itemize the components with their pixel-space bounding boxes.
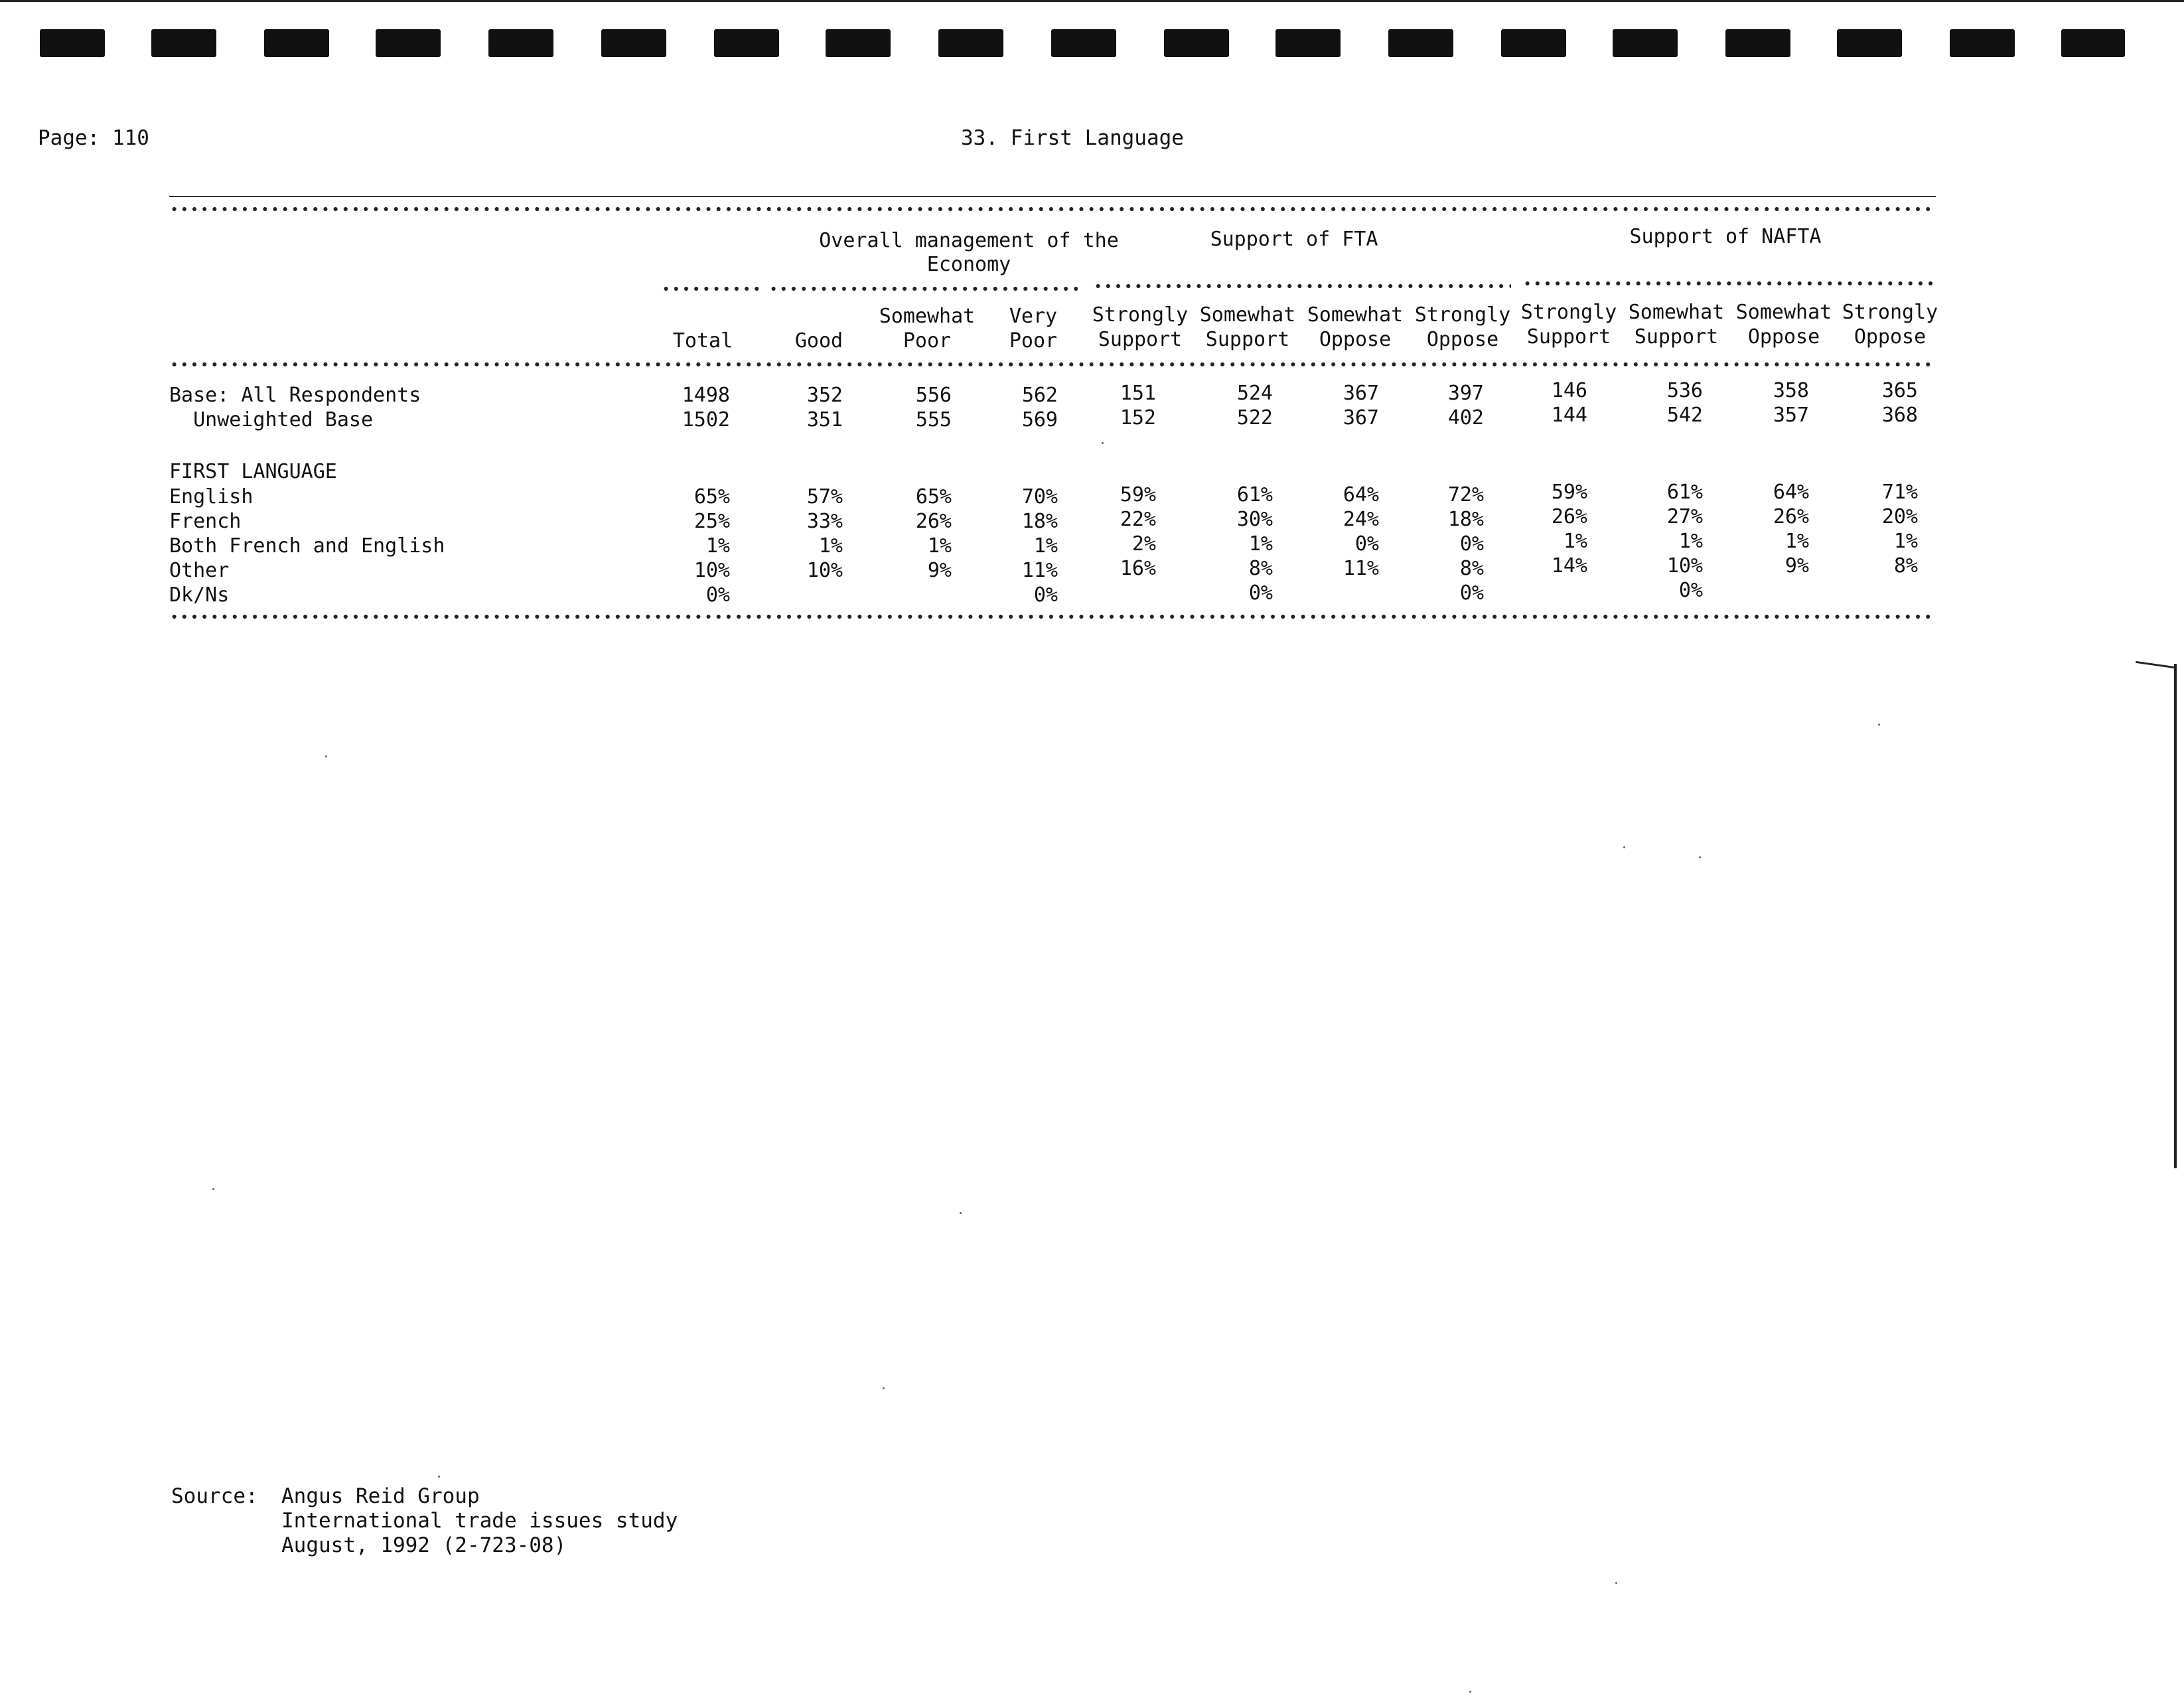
language-row-cell: 10%: [806, 559, 843, 582]
language-row-cell: 1%: [1248, 532, 1273, 556]
column-header-bottom: Support: [1098, 328, 1183, 351]
column-header-top: Somewhat: [1628, 301, 1725, 324]
language-row-cell: 0%: [1248, 581, 1273, 605]
column-header-top: Somewhat: [1307, 303, 1404, 327]
language-row-cell: 61%: [1236, 483, 1273, 506]
perforation-hole: [376, 29, 441, 57]
margin-tick: [2136, 661, 2175, 668]
table-bottom-dotted-rule: [169, 612, 1936, 621]
page-number: Page: 110: [38, 126, 149, 150]
header-underline-fta: [1093, 281, 1511, 291]
base-row-label: Base: All Respondents: [169, 384, 421, 407]
language-row-cell: 59%: [1120, 483, 1156, 506]
header-underline-total: [661, 284, 759, 293]
language-row-cell: 26%: [1773, 505, 1809, 528]
scan-speck: [1615, 1582, 1617, 1584]
column-header-top: Strongly: [1520, 301, 1617, 324]
scan-speck: [1469, 1691, 1471, 1693]
perforation-hole: [1051, 29, 1116, 57]
column-header-bottom: Support: [1526, 325, 1611, 348]
perforation-hole: [826, 29, 891, 57]
language-row-cell: 71%: [1881, 481, 1918, 504]
group-header-economy: Overall management of the Economy: [819, 229, 1119, 276]
language-row-label: Other: [169, 559, 230, 582]
language-row-cell: 0%: [1459, 532, 1484, 556]
language-row-cell: 64%: [1773, 481, 1809, 504]
language-row-cell: 64%: [1343, 483, 1379, 506]
base-row-cell: 536: [1666, 379, 1703, 402]
column-header-bottom: Poor: [1009, 329, 1058, 352]
language-row-cell: 30%: [1236, 508, 1273, 531]
base-row-cell: 1498: [682, 384, 730, 407]
perforation-hole: [40, 29, 105, 57]
perforation-hole: [1950, 29, 2015, 57]
column-header-bottom: Oppose: [1319, 328, 1392, 351]
unweighted-base-row-cell: 368: [1881, 404, 1918, 427]
language-row-cell: 70%: [1021, 485, 1058, 508]
unweighted-base-row-cell: 542: [1666, 404, 1703, 427]
source-label: Source:: [171, 1484, 258, 1508]
language-row-cell: 9%: [1784, 554, 1809, 578]
scan-speck: [1102, 442, 1104, 444]
column-header-top: Very: [1009, 305, 1058, 328]
column-header-top: Strongly: [1414, 303, 1511, 327]
language-row-cell: 20%: [1881, 505, 1918, 528]
right-edge-mark: [2174, 664, 2177, 1168]
language-row-label: Both French and English: [169, 534, 445, 558]
base-row-cell: 524: [1236, 382, 1273, 405]
header-underline-economy: [768, 284, 1082, 293]
language-row-label: French: [169, 510, 242, 533]
unweighted-base-row-cell: 1502: [682, 408, 730, 431]
language-row-label: Dk/Ns: [169, 583, 230, 607]
column-header-bottom: Poor: [903, 329, 952, 352]
scan-speck: [1699, 856, 1701, 858]
language-row-cell: 1%: [927, 534, 952, 558]
perforation-hole: [601, 29, 666, 57]
base-row-cell: 146: [1551, 379, 1587, 402]
perforation-hole: [264, 29, 329, 57]
base-row-cell: 556: [915, 384, 952, 407]
perforation-hole: [1725, 29, 1790, 57]
table-top-rule: [169, 196, 1936, 197]
language-row-cell: 18%: [1021, 510, 1058, 533]
header-bottom-dotted-rule: [169, 360, 1936, 369]
scan-speck: [325, 755, 327, 757]
perforation-strip: [0, 29, 2184, 60]
language-row-cell: 2%: [1131, 532, 1156, 556]
language-row-cell: 65%: [915, 485, 952, 508]
column-header-bottom: Total: [672, 329, 733, 352]
table-title: 33. First Language: [961, 126, 1184, 150]
unweighted-base-row-cell: 144: [1551, 404, 1587, 427]
language-row-cell: 8%: [1248, 557, 1273, 580]
language-row-cell: 10%: [693, 559, 730, 582]
perforation-hole: [2061, 29, 2125, 57]
language-row-cell: 61%: [1666, 481, 1703, 504]
scan-speck: [1878, 724, 1880, 726]
perforation-hole: [714, 29, 779, 57]
source-line-3: August, 1992 (2-723-08): [281, 1533, 567, 1557]
base-row-cell: 367: [1343, 382, 1379, 405]
perforation-hole: [938, 29, 1003, 57]
column-header-top: Somewhat: [879, 305, 976, 328]
section-label: FIRST LANGUAGE: [169, 460, 337, 483]
scan-speck: [438, 1476, 440, 1478]
perforation-hole: [488, 29, 553, 57]
column-header-bottom: Oppose: [1747, 325, 1820, 348]
column-header-bottom: Support: [1634, 325, 1719, 348]
scan-speck: [883, 1387, 885, 1389]
language-row-cell: 18%: [1447, 508, 1484, 531]
language-row-cell: 1%: [1678, 530, 1703, 553]
column-header-bottom: Support: [1205, 328, 1290, 351]
unweighted-base-row-cell: 522: [1236, 406, 1273, 429]
source-line-1: Angus Reid Group: [281, 1484, 480, 1508]
perforation-hole: [1837, 29, 1902, 57]
header-underline-nafta: [1522, 279, 1937, 288]
perforation-hole: [1275, 29, 1341, 57]
perforation-hole: [1164, 29, 1229, 57]
language-row-cell: 24%: [1343, 508, 1379, 531]
language-row-cell: 25%: [693, 510, 730, 533]
language-row-cell: 0%: [1678, 579, 1703, 602]
perforation-hole: [1613, 29, 1678, 57]
page-top-edge: [0, 0, 2184, 2]
base-row-cell: 562: [1021, 384, 1058, 407]
base-row-cell: 397: [1447, 382, 1484, 405]
unweighted-base-row-cell: 357: [1773, 404, 1809, 427]
column-header-bottom: Oppose: [1854, 325, 1927, 348]
language-row-cell: 11%: [1021, 559, 1058, 582]
language-row-cell: 9%: [927, 559, 952, 582]
group-header-fta: Support of FTA: [1210, 228, 1378, 251]
source-line-2: International trade issues study: [281, 1509, 678, 1533]
language-row-cell: 26%: [1551, 505, 1587, 528]
base-row-cell: 352: [806, 384, 843, 407]
unweighted-base-row-cell: 569: [1021, 408, 1058, 431]
language-row-label: English: [169, 485, 254, 508]
language-row-cell: 14%: [1551, 554, 1587, 578]
unweighted-base-row-cell: 152: [1120, 406, 1156, 429]
language-row-cell: 10%: [1666, 554, 1703, 578]
language-row-cell: 27%: [1666, 505, 1703, 528]
language-row-cell: 1%: [818, 534, 843, 558]
table-top-dotted-rule: [169, 204, 1936, 214]
scan-speck: [1623, 846, 1625, 848]
language-row-cell: 11%: [1343, 557, 1379, 580]
language-row-cell: 1%: [1784, 530, 1809, 553]
language-row-cell: 0%: [1459, 581, 1484, 605]
language-row-cell: 1%: [1033, 534, 1058, 558]
column-header-bottom: Good: [794, 329, 843, 352]
column-header-top: Strongly: [1092, 303, 1189, 327]
language-row-cell: 72%: [1447, 483, 1484, 506]
base-row-cell: 358: [1773, 379, 1809, 402]
language-row-cell: 1%: [1893, 530, 1918, 553]
scan-speck: [960, 1212, 962, 1214]
language-row-cell: 59%: [1551, 481, 1587, 504]
perforation-hole: [151, 29, 216, 57]
group-header-nafta: Support of NAFTA: [1629, 225, 1822, 248]
column-header-top: Strongly: [1842, 301, 1938, 324]
language-row-cell: 0%: [705, 583, 730, 607]
base-row-cell: 365: [1881, 379, 1918, 402]
column-header-top: Somewhat: [1735, 301, 1832, 324]
language-row-cell: 8%: [1893, 554, 1918, 578]
language-row-cell: 65%: [693, 485, 730, 508]
language-row-cell: 57%: [806, 485, 843, 508]
unweighted-base-row-cell: 402: [1447, 406, 1484, 429]
scan-speck: [212, 1188, 214, 1190]
unweighted-base-row-cell: 555: [915, 408, 952, 431]
language-row-cell: 26%: [915, 510, 952, 533]
language-row-cell: 0%: [1354, 532, 1379, 556]
language-row-cell: 8%: [1459, 557, 1484, 580]
language-row-cell: 16%: [1120, 557, 1156, 580]
unweighted-base-row-cell: 367: [1343, 406, 1379, 429]
language-row-cell: 0%: [1033, 583, 1058, 607]
column-header-top: Somewhat: [1199, 303, 1296, 327]
language-row-cell: 1%: [1563, 530, 1587, 553]
language-row-cell: 22%: [1120, 508, 1156, 531]
unweighted-base-row-cell: 351: [806, 408, 843, 431]
language-row-cell: 33%: [806, 510, 843, 533]
column-header-bottom: Oppose: [1426, 328, 1499, 351]
base-row-cell: 151: [1120, 382, 1156, 405]
language-row-cell: 1%: [705, 534, 730, 558]
unweighted-base-row-label: Unweighted Base: [169, 408, 374, 431]
perforation-hole: [1388, 29, 1453, 57]
perforation-hole: [1501, 29, 1566, 57]
